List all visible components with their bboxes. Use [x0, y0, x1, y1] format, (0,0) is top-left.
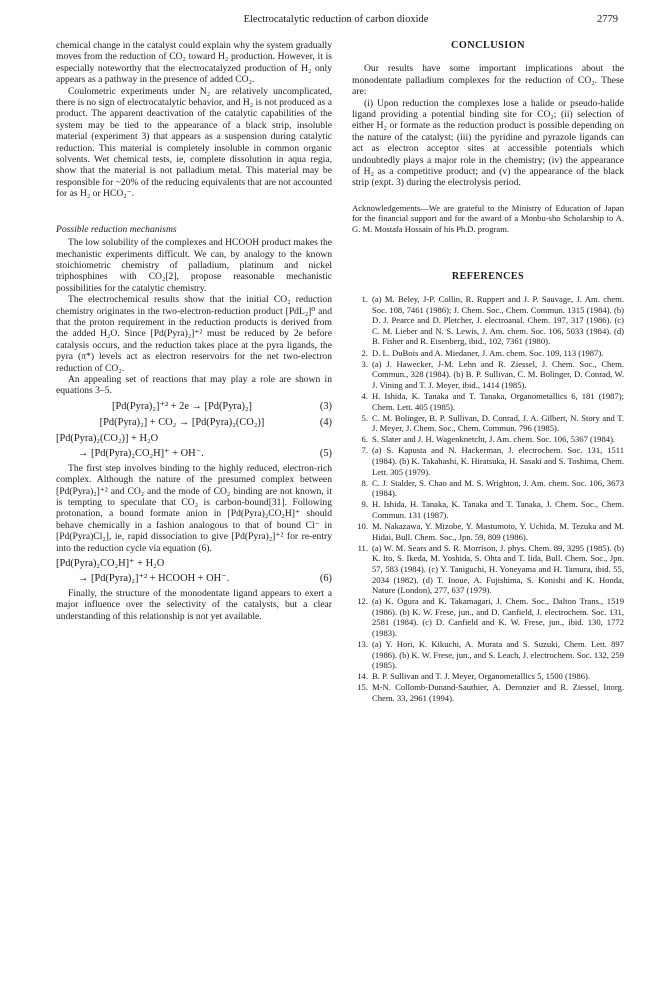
reference-text: M. Nakazawa, Y. Mizobe, Y. Mastumoto, Y. Uchida, M. Tezuka and M. Hidai, Bull. Chem. Soc., Jpn. 59, 809 (1986). — [372, 521, 624, 542]
paragraph: The first step involves binding to the highly reduced, electron-rich complex. Although the nature of the presumed complex between [Pd(Pyra)₂]⁺² and CO₂ and the mode of CO₂ binding are not known, it is tempting to speculate that CO₂ is carbon-bound[31]. Following protonation, a bound formate anion in [Pd(Pyra)₂CO₂H]⁺ should behave chemically in a fashion analogous to that of bound Cl⁻ in [Pd(Pyra)Cl₂], ie, rapid dissociation to give [Pd(Pyra)₂]⁺² for re-entry into the reduction cycle via equation (6). — [56, 462, 332, 554]
equation-6-line-2 — [56, 572, 332, 585]
reference-text: (a) S. Kapusta and N. Hackerman, J. electrochem. Soc. 131, 1511 (1984). (b) K. Takahashi, K. Hiratsuka, H. Sasaki and S. Toshima, Chem. Lett. 305 (1979). — [372, 445, 624, 477]
references-heading: REFERENCES — [451, 270, 525, 282]
reference-number: 13. — [357, 639, 368, 650]
paragraph: Our results have some important implications about the monodentate palladium complexes for the reduction of CO₂. These are: — [352, 63, 624, 98]
reference-number: 2. — [361, 347, 368, 358]
reference-text: (a) W. M. Sears and S. R. Morrison, J. phys. Chem. 89, 3295 (1985). (b) K. Ito, S. Ikeda, M. Yoshida, S. Ohta and T. Iida, Bull. Chem. Soc., Jpn. 57, 583 (1984). (c) Y. Taniguchi, H. Yoneyama and H. Tamura, ibid. 55, 2034 (1982). (d) T. Inoue, A. Fujishima, S. Konishi and K. Honda, Nature (London), 277, 637 (1979). — [372, 542, 624, 596]
paragraph: (i) Upon reduction the complexes lose a halide or pseudo-halide ligand providing a potential binding site for CO₂; (ii) selection of either H₂ or formate as the reduction product is possible depending on the nature of the catalyst; (iii) the pyridine and pyrazole ligands can act as electron acceptor sites at accessible potentials which undoubtedly plays a major role in the chemistry; (iv) the appearance of H₂ as a competitive product; and (v) the appearance of the black strip (expt. 3) during the electrolysis period. — [352, 97, 624, 189]
paragraph: chemical change in the catalyst could explain why the system gradually moves from the reduction of CO₂ toward H₂ production. However, it is especially noteworthy that the electrocatalyzed production of H₂ only appears as a pathway in the presence of added CO₂. — [56, 40, 332, 86]
reference-item — [352, 478, 624, 499]
equation-number: (3) — [319, 400, 332, 412]
equation-body: [Pd(Pyra)₂] + CO₂ → [Pd(Pyra)₂(CO₂)] — [99, 416, 265, 428]
running-title: Electrocatalytic reduction of carbon dioxide — [243, 14, 429, 25]
reference-text: B. P. Sullivan and T. J. Meyer, Organometallics 5, 1500 (1986). — [372, 671, 591, 682]
equation-body: [Pd(Pyra)₂CO₂H]⁺ + H₂O — [56, 558, 165, 570]
reference-text: C. J. Stalder, S. Chao and M. S. Wrighton, J. Am. chem. Soc. 106, 3673 (1984). — [372, 477, 624, 499]
reference-item — [352, 639, 624, 671]
reference-number: 15. — [357, 682, 368, 693]
reference-list — [352, 294, 624, 704]
reference-number: 14. — [357, 671, 368, 682]
equation-6-line-1 — [56, 557, 332, 570]
reference-item — [352, 413, 624, 434]
equation-3 — [56, 400, 332, 413]
reference-text: M-N. Collomb-Dunand-Sauthier, A. Deronzier and R. Ziessel, Inorg. Chem. 33, 2961 (1994). — [372, 682, 624, 704]
left-column — [56, 40, 332, 622]
equation-5-line-2 — [56, 447, 332, 460]
reference-item — [352, 294, 624, 347]
reference-item — [352, 359, 624, 391]
reference-number: 11. — [357, 542, 368, 553]
reference-number: 9. — [361, 499, 368, 510]
equation-5-line-1 — [56, 432, 332, 445]
reference-number: 4. — [361, 390, 368, 401]
right-column — [352, 40, 624, 704]
reference-text: H. Ishida, K. Tanaka and T. Tanaka, Organometallics 6, 181 (1987); Chem. Lett. 405 (1985). — [372, 390, 624, 412]
reference-item — [352, 596, 624, 638]
equation-number: (6) — [319, 573, 332, 585]
reference-item — [352, 445, 624, 477]
page-number: 2779 — [597, 14, 618, 25]
equation-number: (5) — [319, 447, 332, 459]
reference-text: (a) M. Beley, J-P. Collin, R. Ruppert and J. P. Sauvage, J. Am. chem. Soc. 108, 7461 (1986); J. Chem. Soc., Chem. Commun. 1315 (1984). (b) D. J. Pearce and D. Pletcher, J. electroanal. Chem. 197, 317 (1986). (c) C. M. Lieber and N. S. Lewis, J. Am. chem. Soc. 106, 5033 (1984). (d) B. Fisher and R. Eisenberg, ibid., 102, 7361 (1980). — [372, 294, 624, 347]
reference-text: (a) Y. Hori, K. Kikuchi, A. Murata and S. Suzuki, Chem. Lett. 897 (1986). (b) K. W. Frese, jun., and S. Leach, J. electrochem. Soc. 132, 259 (1985). — [372, 639, 624, 671]
reference-number: 12. — [357, 596, 368, 607]
reference-item — [352, 434, 624, 445]
reference-text: D. L. DuBois and A. Miedaner, J. Am. chem. Soc. 109, 113 (1987). — [372, 347, 604, 358]
equation-body: → [Pd(Pyra)₂CO₂H]⁺ + OH⁻. — [78, 447, 204, 459]
reference-number: 3. — [361, 358, 368, 369]
reference-number: 6. — [361, 434, 368, 445]
acknowledgements: Acknowledgements—We are grateful to the Ministry of Education of Japan for the financial support and for the award of a Monbu-sho Scholarship to A. G. M. Mostafa Hossain of his Ph.D. program. — [352, 202, 624, 235]
section-heading: Possible reduction mechanisms — [56, 223, 177, 235]
conclusion-heading: CONCLUSION — [450, 40, 526, 51]
reference-item — [352, 499, 624, 520]
reference-item — [352, 348, 624, 359]
paragraph: An appealing set of reactions that may play a role are shown in equations 3–5. — [56, 373, 332, 397]
reference-number: 8. — [361, 477, 368, 488]
reference-number: 1. — [361, 294, 368, 305]
running-header — [54, 14, 618, 28]
reference-item — [352, 543, 624, 596]
reference-text: H. Ishida, H. Tanaka, K. Tanaka and T. Tanaka, J. Chem. Soc., Chem. Commun. 131 (1987). — [372, 499, 624, 520]
reference-text: (a) K. Ogura and K. Takamagari, J. Chem. Soc., Dalton Trans., 1519 (1986). (b) K. W. Frese, jun., and D. Canfield, J. electrochem. Soc. 131, 2581 (1984). (c) D. Canfield and K. W. Frese, jun., ibid. 130, 1772 (1983). — [372, 596, 624, 638]
paragraph: Finally, the structure of the monodentate ligand appears to exert a major influence over the selectivity of the catalysts, but a clear understanding of this relationship is not yet available. — [56, 588, 332, 622]
paragraph: The electrochemical results show that the initial CO₂ reduction chemistry originates in the two-electron-reduction product [PdL₂]⁰ and that the proton requirement in the reduction products is derived from the added H₂O. Since [Pd(Pyra)₂]⁺² must be reduced by 2e before catalysis occurs, and the reduction takes place at the pyra ligands, the pyra (π*) levels act as electron reservoirs for the net two-electron reduction of CO₂. — [56, 294, 332, 374]
equation-body: [Pd(Pyra)₂]⁺² + 2e → [Pd(Pyra)₂] — [111, 400, 252, 412]
equation-number: (4) — [319, 416, 332, 428]
reference-number: 5. — [361, 412, 368, 423]
equation-body: [Pd(Pyra)₂(CO₂)] + H₂O — [56, 432, 159, 444]
reference-item — [352, 671, 624, 682]
reference-number: 10. — [357, 521, 368, 532]
reference-text: C. M. Bolinger, B. P. Sullivan, D. Conrad, J. A. Gilbert, N. Story and T. J. Meyer, J. Chem. Soc., Chem. Commun. 796 (1985). — [372, 412, 624, 434]
reference-item — [352, 521, 624, 542]
reference-text: (a) J. Hawecker, J-M. Lehn and R. Ziessel, J. Chem. Soc., Chem. Commun., 328 (1984). (b) B. P. Sullivan, C. M. Bolinger, D. Conrad, W. J. Vining and T. J. Meyer, ibid., 1414 (1985). — [372, 358, 624, 390]
equation-4 — [56, 416, 332, 429]
paragraph: Coulometric experiments under N₂ are relatively uncomplicated, there is no sign of electrocatalytic behavior, and H₂ is not produced as a product. The apparent deactivation of the catalytic capabilities of the system may be tied to the appearance of a black strip, insoluble material (experiment 3) that appears as a suspension during catalytic reduction. This material is completely insoluble in common organic solvents. Wet chemical tests, ie, complete dissolution in aqua regia, show that the material is not palladium metal. This material may be responsible for ~20% of the reducing equivalents that are not accounted for as H₂ or HCO₂⁻. — [56, 85, 332, 200]
reference-item — [352, 391, 624, 412]
paragraph: The low solubility of the complexes and HCOOH product makes the mechanistic experiments difficult. We can, by analogy to the known stoichiometric chemistry of palladium, platinum and nickel triphosphines with CO₂[2], propose reasonable mechanistic possibilities for the catalytic chemistry. — [56, 237, 332, 294]
reference-text: S. Slater and J. H. Wagenknetcht, J. Am. chem. Soc. 106, 5367 (1984). — [372, 434, 616, 445]
reference-number: 7. — [361, 445, 368, 456]
reference-item — [352, 682, 624, 703]
equation-body: → [Pd(Pyra)₂]⁺² + HCOOH + OH⁻. — [78, 573, 230, 585]
